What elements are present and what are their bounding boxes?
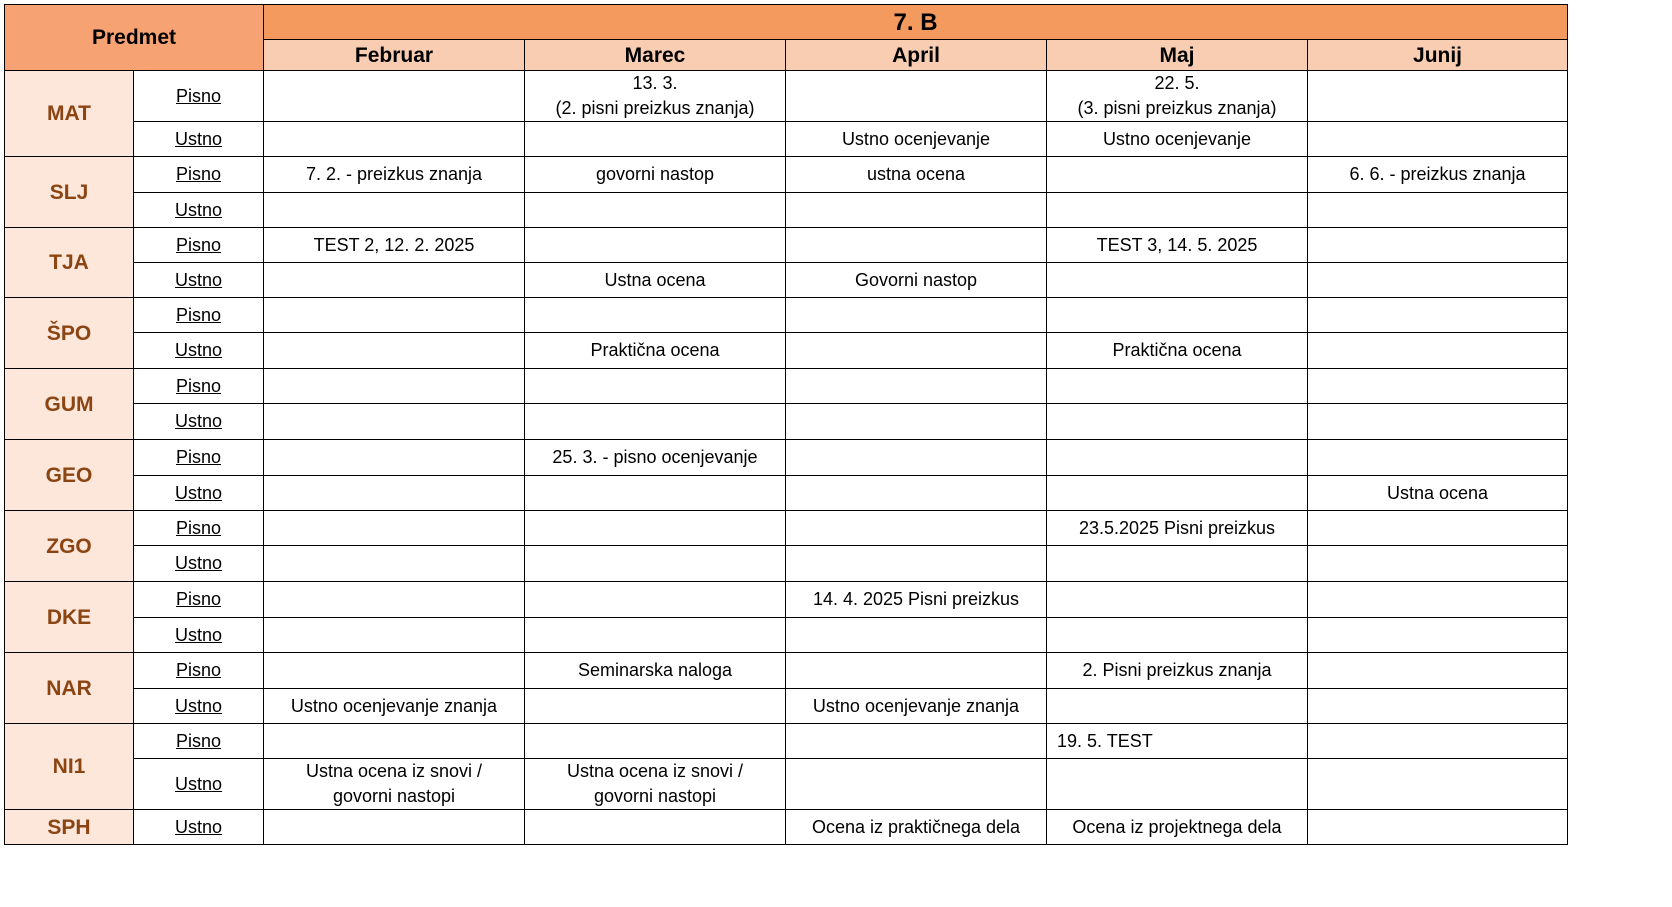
table-row	[5, 810, 1568, 845]
table-body	[5, 71, 1568, 845]
assessment-type: Pisno	[134, 298, 264, 333]
schedule-cell-april: Ocena iz praktičnega dela	[786, 810, 1047, 845]
schedule-cell-may	[1047, 263, 1308, 298]
assessment-schedule-table	[4, 4, 1568, 845]
assessment-type: Ustno	[134, 193, 264, 228]
schedule-cell-february	[264, 193, 525, 228]
schedule-cell-march	[525, 122, 786, 157]
schedule-cell-june	[1308, 618, 1568, 653]
schedule-cell-may: Ustno ocenjevanje	[1047, 122, 1308, 157]
month-header-may: Maj	[1047, 40, 1308, 71]
subject-code: GUM	[5, 369, 134, 440]
table-row	[5, 298, 1568, 333]
table-row	[5, 440, 1568, 476]
assessment-type: Pisno	[134, 157, 264, 193]
schedule-cell-june	[1308, 724, 1568, 759]
assessment-type: Pisno	[134, 369, 264, 404]
table-header	[5, 5, 1568, 71]
subject-column-header: Predmet	[5, 5, 264, 71]
schedule-cell-april	[786, 653, 1047, 689]
class-header-row	[5, 5, 1568, 40]
schedule-cell-june	[1308, 546, 1568, 582]
schedule-cell-march	[525, 369, 786, 404]
subject-code: MAT	[5, 71, 134, 157]
table-row	[5, 759, 1568, 810]
table-row	[5, 689, 1568, 724]
schedule-cell-march: 13. 3. (2. pisni preizkus znanja)	[525, 71, 786, 122]
schedule-cell-april	[786, 759, 1047, 810]
schedule-cell-february	[264, 440, 525, 476]
schedule-cell-february	[264, 511, 525, 546]
schedule-cell-june	[1308, 653, 1568, 689]
schedule-cell-march	[525, 582, 786, 618]
schedule-cell-april	[786, 404, 1047, 440]
assessment-type: Ustno	[134, 689, 264, 724]
schedule-cell-may: 23.5.2025 Pisni preizkus	[1047, 511, 1308, 546]
schedule-cell-may: Ocena iz projektnega dela	[1047, 810, 1308, 845]
schedule-cell-february	[264, 476, 525, 511]
schedule-cell-april	[786, 71, 1047, 122]
schedule-cell-february	[264, 724, 525, 759]
schedule-cell-march	[525, 724, 786, 759]
schedule-cell-june	[1308, 263, 1568, 298]
table-row	[5, 582, 1568, 618]
schedule-cell-april	[786, 228, 1047, 263]
table-row	[5, 71, 1568, 122]
schedule-cell-april: ustna ocena	[786, 157, 1047, 193]
assessment-type: Pisno	[134, 653, 264, 689]
month-header-june: Junij	[1308, 40, 1568, 71]
schedule-cell-may	[1047, 157, 1308, 193]
schedule-cell-april: Ustno ocenjevanje	[786, 122, 1047, 157]
table-row	[5, 653, 1568, 689]
subject-code: SPH	[5, 810, 134, 845]
schedule-cell-march	[525, 618, 786, 653]
schedule-cell-may	[1047, 369, 1308, 404]
schedule-cell-april: 14. 4. 2025 Pisni preizkus	[786, 582, 1047, 618]
schedule-cell-march: Ustna ocena	[525, 263, 786, 298]
table-row	[5, 404, 1568, 440]
schedule-cell-march	[525, 546, 786, 582]
schedule-cell-march	[525, 228, 786, 263]
schedule-cell-april	[786, 440, 1047, 476]
schedule-cell-june	[1308, 404, 1568, 440]
table-row	[5, 546, 1568, 582]
schedule-cell-may	[1047, 440, 1308, 476]
subject-code: TJA	[5, 228, 134, 298]
subject-code: ZGO	[5, 511, 134, 582]
table-row	[5, 511, 1568, 546]
schedule-cell-june	[1308, 440, 1568, 476]
schedule-cell-march: Seminarska naloga	[525, 653, 786, 689]
schedule-cell-march	[525, 476, 786, 511]
table-row	[5, 369, 1568, 404]
subject-code: NAR	[5, 653, 134, 724]
table-row	[5, 193, 1568, 228]
schedule-cell-february: TEST 2, 12. 2. 2025	[264, 228, 525, 263]
schedule-cell-february	[264, 546, 525, 582]
schedule-cell-february	[264, 582, 525, 618]
schedule-cell-february	[264, 263, 525, 298]
assessment-type: Pisno	[134, 724, 264, 759]
schedule-cell-may	[1047, 298, 1308, 333]
schedule-cell-may	[1047, 618, 1308, 653]
schedule-cell-february	[264, 122, 525, 157]
schedule-cell-february	[264, 333, 525, 369]
schedule-cell-june	[1308, 193, 1568, 228]
assessment-type: Pisno	[134, 440, 264, 476]
schedule-cell-may	[1047, 193, 1308, 228]
table-row	[5, 157, 1568, 193]
schedule-cell-april	[786, 546, 1047, 582]
schedule-cell-march: govorni nastop	[525, 157, 786, 193]
table-row	[5, 476, 1568, 511]
schedule-cell-june	[1308, 689, 1568, 724]
subject-code: DKE	[5, 582, 134, 653]
schedule-cell-june	[1308, 369, 1568, 404]
assessment-type: Pisno	[134, 511, 264, 546]
schedule-cell-february	[264, 71, 525, 122]
schedule-cell-march	[525, 689, 786, 724]
schedule-cell-june	[1308, 122, 1568, 157]
schedule-cell-may: 19. 5. TEST	[1047, 724, 1308, 759]
table-row	[5, 724, 1568, 759]
assessment-type: Pisno	[134, 71, 264, 122]
schedule-cell-june	[1308, 511, 1568, 546]
schedule-cell-march	[525, 193, 786, 228]
schedule-cell-june	[1308, 759, 1568, 810]
schedule-cell-may: 22. 5. (3. pisni preizkus znanja)	[1047, 71, 1308, 122]
assessment-type: Pisno	[134, 582, 264, 618]
schedule-cell-february	[264, 404, 525, 440]
schedule-cell-june: Ustna ocena	[1308, 476, 1568, 511]
schedule-cell-february	[264, 369, 525, 404]
schedule-cell-march: Ustna ocena iz snovi / govorni nastopi	[525, 759, 786, 810]
schedule-cell-april	[786, 193, 1047, 228]
schedule-cell-march	[525, 810, 786, 845]
subject-code: SLJ	[5, 157, 134, 228]
month-header-april: April	[786, 40, 1047, 71]
schedule-cell-june	[1308, 810, 1568, 845]
schedule-cell-february	[264, 298, 525, 333]
assessment-type: Ustno	[134, 759, 264, 810]
schedule-cell-may	[1047, 689, 1308, 724]
schedule-cell-april	[786, 618, 1047, 653]
subject-code: NI1	[5, 724, 134, 810]
schedule-cell-march	[525, 404, 786, 440]
assessment-type: Ustno	[134, 476, 264, 511]
schedule-cell-march: 25. 3. - pisno ocenjevanje	[525, 440, 786, 476]
schedule-cell-february	[264, 653, 525, 689]
schedule-cell-march	[525, 298, 786, 333]
schedule-cell-april	[786, 511, 1047, 546]
schedule-cell-june	[1308, 582, 1568, 618]
schedule-cell-april	[786, 476, 1047, 511]
schedule-cell-may: 2. Pisni preizkus znanja	[1047, 653, 1308, 689]
schedule-cell-april	[786, 333, 1047, 369]
month-header-february: Februar	[264, 40, 525, 71]
subject-code: GEO	[5, 440, 134, 511]
schedule-cell-april	[786, 298, 1047, 333]
schedule-cell-april	[786, 369, 1047, 404]
table-row	[5, 333, 1568, 369]
assessment-type: Ustno	[134, 404, 264, 440]
table-row	[5, 618, 1568, 653]
assessment-type: Ustno	[134, 618, 264, 653]
schedule-cell-june: 6. 6. - preizkus znanja	[1308, 157, 1568, 193]
schedule-cell-april: Govorni nastop	[786, 263, 1047, 298]
schedule-cell-march	[525, 511, 786, 546]
schedule-cell-may	[1047, 759, 1308, 810]
schedule-cell-may	[1047, 476, 1308, 511]
schedule-cell-june	[1308, 228, 1568, 263]
table-row	[5, 263, 1568, 298]
schedule-cell-june	[1308, 333, 1568, 369]
schedule-cell-june	[1308, 71, 1568, 122]
schedule-cell-march: Praktična ocena	[525, 333, 786, 369]
schedule-cell-june	[1308, 298, 1568, 333]
assessment-type: Ustno	[134, 333, 264, 369]
schedule-cell-may	[1047, 404, 1308, 440]
schedule-cell-may	[1047, 546, 1308, 582]
subject-code: ŠPO	[5, 298, 134, 369]
schedule-cell-february	[264, 618, 525, 653]
schedule-cell-april	[786, 724, 1047, 759]
schedule-cell-february: 7. 2. - preizkus znanja	[264, 157, 525, 193]
assessment-type: Ustno	[134, 546, 264, 582]
assessment-type: Ustno	[134, 810, 264, 845]
assessment-type: Ustno	[134, 122, 264, 157]
schedule-wrapper	[4, 4, 1567, 845]
schedule-cell-february: Ustno ocenjevanje znanja	[264, 689, 525, 724]
schedule-cell-may: Praktična ocena	[1047, 333, 1308, 369]
class-name-header: 7. B	[264, 5, 1568, 40]
month-header-march: Marec	[525, 40, 786, 71]
table-row	[5, 122, 1568, 157]
schedule-cell-february	[264, 810, 525, 845]
assessment-type: Ustno	[134, 263, 264, 298]
schedule-cell-february: Ustna ocena iz snovi / govorni nastopi	[264, 759, 525, 810]
schedule-cell-may	[1047, 582, 1308, 618]
table-row	[5, 228, 1568, 263]
schedule-cell-april: Ustno ocenjevanje znanja	[786, 689, 1047, 724]
schedule-cell-may: TEST 3, 14. 5. 2025	[1047, 228, 1308, 263]
assessment-type: Pisno	[134, 228, 264, 263]
